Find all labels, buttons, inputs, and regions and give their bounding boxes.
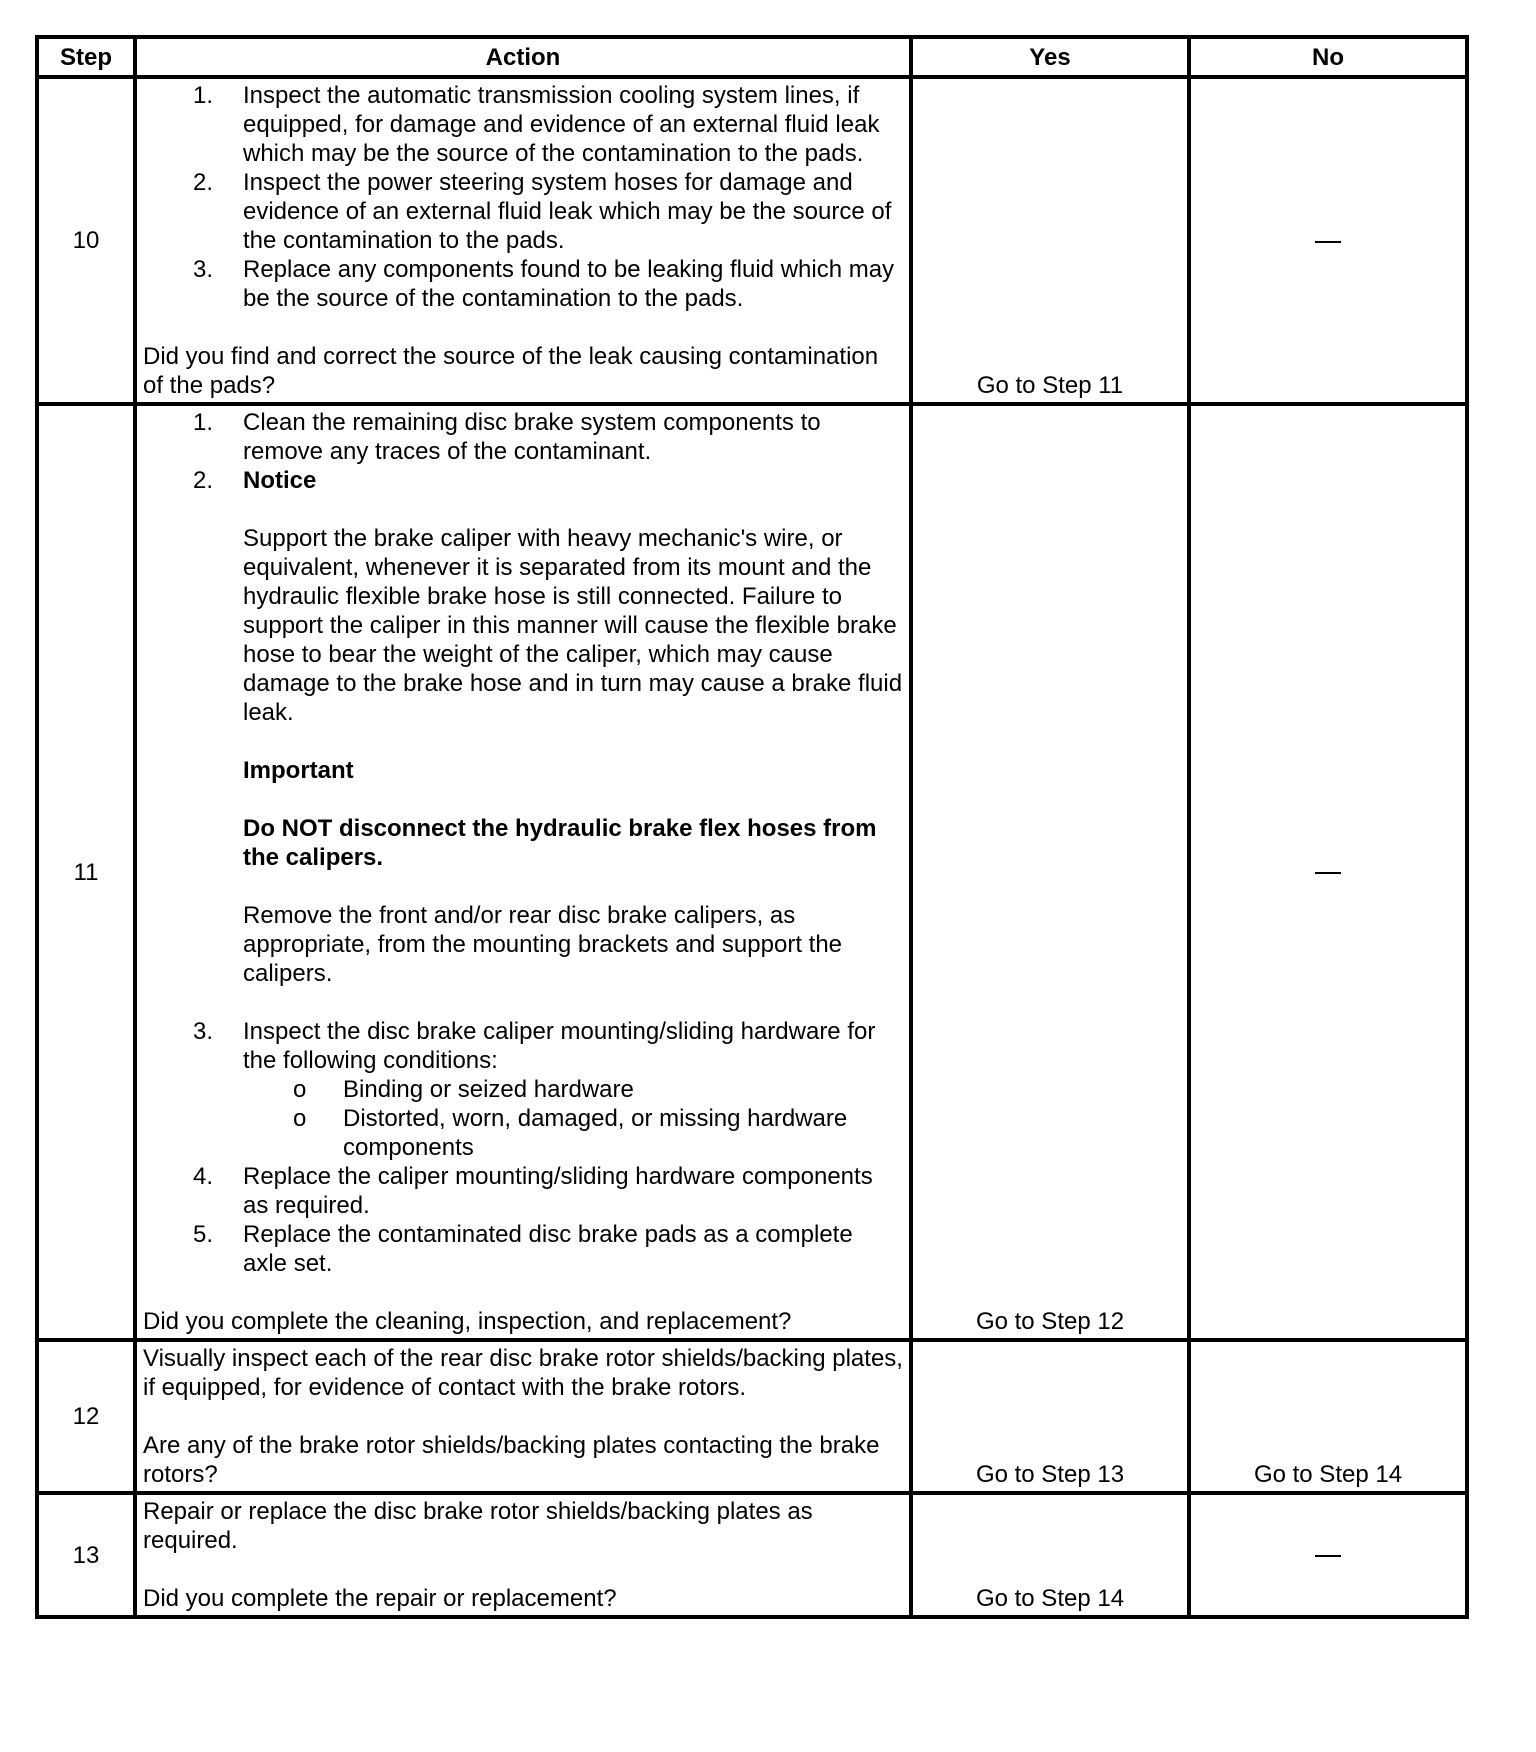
sub-list (143, 1075, 903, 1162)
table-header-row (37, 37, 1467, 77)
step-number: 12 (37, 1340, 135, 1493)
action-list-continued (143, 1162, 903, 1278)
list-item (143, 81, 903, 168)
action-list (143, 408, 903, 1075)
important-title: Important (243, 757, 354, 784)
list-text: Clean the remaining disc brake system components to remove any traces of the contaminant. (243, 409, 821, 465)
sub-list-item (243, 1104, 903, 1162)
bullet-mark: o (293, 1076, 307, 1103)
yes-result: Go to Step 13 (911, 1340, 1189, 1493)
action-text: Repair or replace the disc brake rotor shields/backing plates as required. (143, 1498, 813, 1554)
important-text: Do NOT disconnect the hydraulic brake flex hoses from the calipers. (243, 815, 877, 871)
table-row-step-12 (37, 1340, 1467, 1493)
yes-result: Go to Step 11 (911, 77, 1189, 404)
table-row-step-13 (37, 1493, 1467, 1617)
action-cell (135, 1340, 911, 1493)
list-number: 2. (193, 467, 214, 494)
list-item (143, 1017, 903, 1075)
table-row-step-10 (37, 77, 1467, 404)
table-row-step-11 (37, 404, 1467, 1340)
header-yes: Yes (911, 37, 1189, 77)
sub-list-text: Distorted, worn, damaged, or missing hardware components (343, 1105, 848, 1161)
header-no: No (1189, 37, 1467, 77)
action-cell (135, 77, 911, 404)
step-number: 11 (37, 404, 135, 1340)
question-text: Are any of the brake rotor shields/backing plates contacting the brake rotors? (143, 1432, 880, 1488)
question-text: Did you find and correct the source of the leak causing contamination of the pads? (143, 343, 879, 399)
dash-mark (1315, 241, 1341, 243)
list-text: Replace any components found to be leaking fluid which may be the source of the contamination to the pads. (243, 256, 895, 312)
list-item (143, 168, 903, 255)
diagnostic-table (35, 35, 1469, 1619)
header-action: Action (135, 37, 911, 77)
list-number: 2. (193, 169, 214, 196)
dash-mark (1315, 1555, 1341, 1557)
list-text: Replace the caliper mounting/sliding hardware components as required. (243, 1163, 873, 1219)
yes-result: Go to Step 12 (911, 404, 1189, 1340)
list-number: 4. (193, 1163, 214, 1190)
question-text: Did you complete the cleaning, inspection, and replacement? (143, 1308, 792, 1335)
list-number: 1. (193, 409, 214, 436)
list-text: Inspect the disc brake caliper mounting/sliding hardware for the following conditions: (243, 1018, 876, 1074)
step-number: 10 (37, 77, 135, 404)
list-number: 3. (193, 256, 214, 283)
bullet-mark: o (293, 1105, 307, 1132)
dash-mark (1315, 872, 1341, 874)
yes-result: Go to Step 14 (911, 1493, 1189, 1617)
notice-title: Notice (243, 467, 317, 494)
list-item (143, 1220, 903, 1278)
list-text: Inspect the automatic transmission cooling system lines, if equipped, for damage and evidence of an external fluid leak which may be the source of the contamination to the pads. (243, 82, 880, 167)
action-cell (135, 404, 911, 1340)
action-list (143, 81, 903, 313)
notice-text: Support the brake caliper with heavy mechanic's wire, or equivalent, whenever it is separated from its mount and the hydraulic flexible brake hose is still connected. Failure to support the caliper in this manner will cause the flexible brake hose to bear the weight of the caliper, which may cause damage to the brake hose and in turn may cause a brake fluid leak. (243, 525, 903, 726)
list-item (143, 1162, 903, 1220)
list-number: 1. (193, 82, 214, 109)
no-result: Go to Step 14 (1189, 1340, 1467, 1493)
list-item (143, 408, 903, 466)
question-text: Did you complete the repair or replacement? (143, 1585, 617, 1612)
header-step: Step (37, 37, 135, 77)
list-number: 3. (193, 1018, 214, 1045)
list-text: Replace the contaminated disc brake pads as a complete axle set. (243, 1221, 853, 1277)
remove-calipers-text: Remove the front and/or rear disc brake calipers, as appropriate, from the mounting brackets and support the calipers. (243, 902, 843, 987)
no-result (1189, 77, 1467, 404)
sub-list-text: Binding or seized hardware (343, 1076, 634, 1103)
list-item (143, 466, 903, 1017)
sub-list-item (243, 1075, 903, 1104)
list-text: Inspect the power steering system hoses for damage and evidence of an external fluid leak which may be the source of the contamination to the pads. (243, 169, 892, 254)
list-number: 5. (193, 1221, 214, 1248)
action-text: Visually inspect each of the rear disc brake rotor shields/backing plates, if equipped, for evidence of contact with the brake rotors. (143, 1345, 903, 1401)
list-item (143, 255, 903, 313)
no-result (1189, 404, 1467, 1340)
action-cell (135, 1493, 911, 1617)
no-result (1189, 1493, 1467, 1617)
step-number: 13 (37, 1493, 135, 1617)
